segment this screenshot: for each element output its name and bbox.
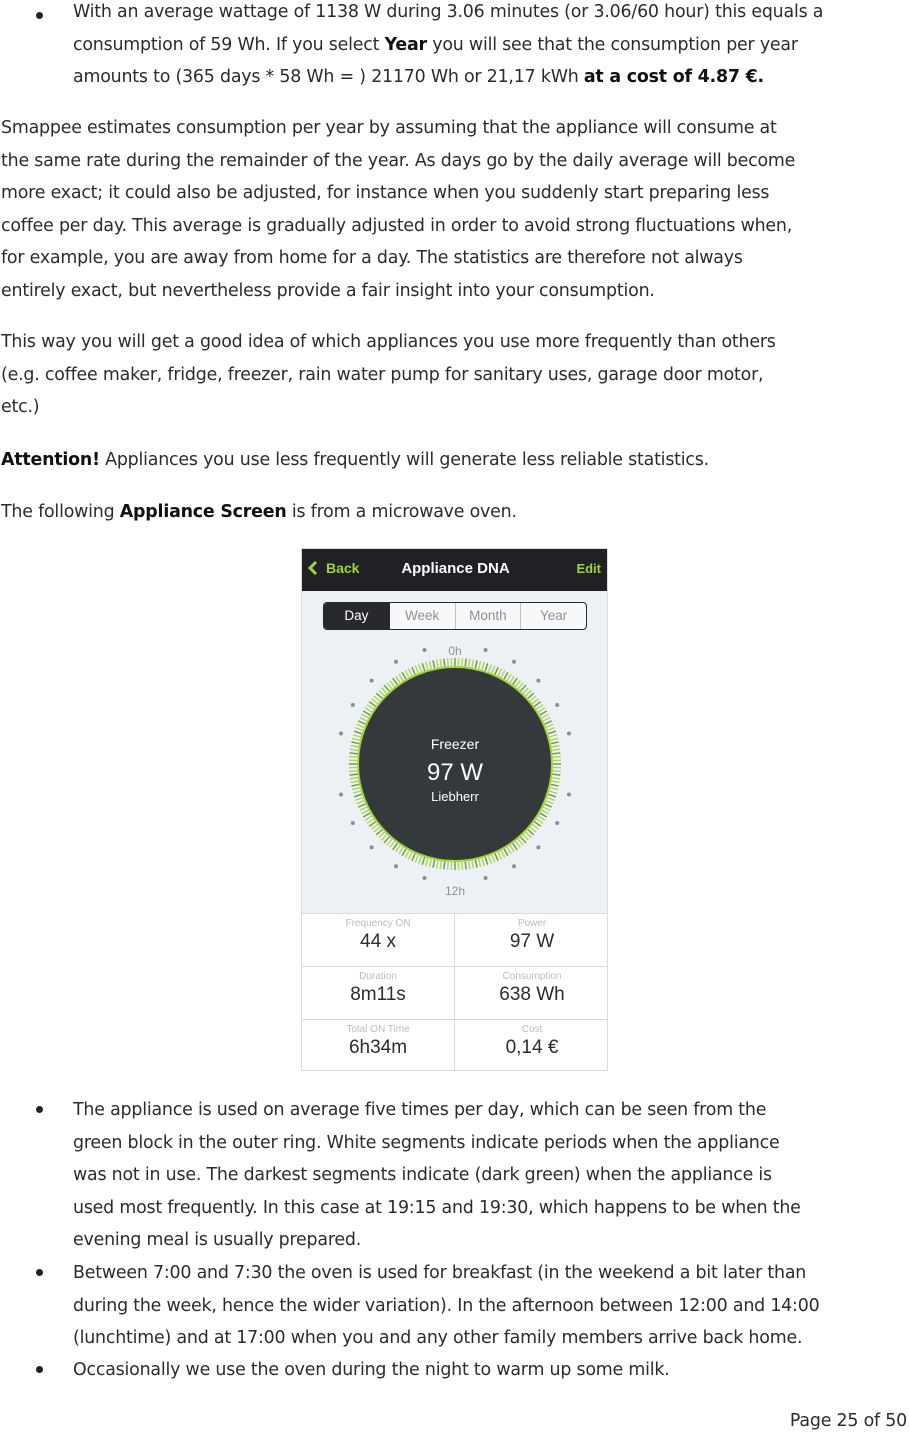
usage-tick bbox=[482, 662, 484, 670]
usage-tick bbox=[399, 674, 403, 681]
intro-bullet bbox=[0, 0, 909, 98]
usage-tick bbox=[479, 661, 481, 669]
text-line: Smappee estimates consumption per year by assuming that the appliance will consume at bbox=[1, 118, 777, 138]
usage-tick bbox=[393, 843, 398, 850]
usage-tick bbox=[349, 771, 357, 772]
usage-tick bbox=[379, 832, 385, 838]
usage-tick bbox=[547, 798, 555, 801]
text-span: consumption of 59 Wh. If you select bbox=[73, 34, 385, 55]
nav-bar bbox=[302, 549, 608, 591]
stat-value: 0,14 € bbox=[505, 1037, 559, 1058]
text-line bbox=[73, 61, 907, 94]
usage-tick bbox=[448, 658, 449, 666]
usage-tick bbox=[521, 837, 526, 843]
usage-tick bbox=[437, 660, 438, 668]
usage-tick bbox=[374, 696, 380, 701]
usage-tick bbox=[422, 857, 425, 865]
usage-tick bbox=[350, 774, 358, 775]
usage-tick bbox=[513, 678, 518, 685]
usage-tick bbox=[515, 841, 520, 847]
usage-tick bbox=[536, 819, 543, 824]
stats-grid bbox=[302, 913, 608, 1071]
usage-tick bbox=[510, 845, 515, 852]
stat-value: 44 x bbox=[360, 931, 396, 952]
usage-tick bbox=[492, 666, 495, 673]
usage-tick bbox=[349, 757, 357, 758]
dial-bottom-label: 12h bbox=[444, 884, 466, 898]
usage-tick bbox=[355, 798, 363, 801]
usage-tick bbox=[510, 676, 515, 683]
text-line: green block in the outer ring. White segments indicate periods when the appliance bbox=[73, 1132, 780, 1153]
text-line: Occasionally we use the oven during the night to warm up some milk. bbox=[73, 1360, 670, 1380]
bullet-text bbox=[73, 1257, 907, 1355]
usage-tick bbox=[479, 859, 481, 867]
usage-tick bbox=[528, 830, 534, 835]
usage-tick bbox=[433, 860, 435, 868]
cost-highlight: at a cost of 4.87 €. bbox=[583, 67, 764, 87]
usage-tick bbox=[551, 742, 559, 744]
usage-tick bbox=[363, 711, 370, 715]
hour-dot bbox=[339, 732, 343, 736]
stat-label: Total ON Time bbox=[346, 1024, 410, 1035]
hour-dot bbox=[484, 876, 488, 880]
usage-tick bbox=[365, 816, 372, 820]
usage-tick bbox=[384, 837, 389, 843]
usage-tick bbox=[507, 674, 511, 681]
usage-tick bbox=[526, 832, 532, 838]
hour-dot bbox=[339, 793, 343, 797]
usage-tick bbox=[545, 721, 552, 724]
stat-duration bbox=[302, 967, 455, 1020]
usage-tick bbox=[354, 731, 362, 734]
hour-dot bbox=[370, 845, 374, 849]
usage-tick bbox=[518, 839, 523, 845]
page-number: Page 25 of 50 bbox=[789, 1411, 907, 1431]
usage-tick bbox=[501, 670, 505, 677]
usage-tick bbox=[550, 788, 558, 790]
usage-tick bbox=[543, 718, 550, 722]
usage-tick bbox=[549, 735, 557, 737]
usage-tick bbox=[448, 862, 449, 870]
usage-tick bbox=[357, 724, 364, 727]
usage-tick bbox=[523, 835, 529, 841]
usage-tick bbox=[515, 681, 520, 687]
text-line: etc.) bbox=[1, 397, 40, 417]
usage-tick bbox=[504, 672, 508, 679]
tab-year[interactable]: Year bbox=[539, 608, 568, 623]
stat-consumption bbox=[455, 967, 608, 1020]
usage-tick bbox=[415, 855, 418, 862]
period-selector bbox=[323, 602, 587, 630]
usage-tick bbox=[462, 658, 463, 666]
usage-tick bbox=[412, 667, 415, 674]
usage-tick bbox=[372, 824, 378, 829]
usage-tick bbox=[526, 690, 532, 696]
stat-power bbox=[455, 914, 608, 967]
usage-tick bbox=[552, 781, 560, 782]
text-line: Between 7:00 and 7:30 the oven is used for breakfast (in the weekend a bit later than bbox=[73, 1263, 807, 1283]
usage-tick bbox=[376, 693, 382, 698]
usage-tick bbox=[552, 746, 560, 747]
text-line: evening meal is usually prepared. bbox=[73, 1230, 362, 1250]
usage-tick bbox=[396, 676, 401, 683]
usage-tick bbox=[552, 778, 560, 779]
usage-tick bbox=[419, 664, 422, 672]
usage-tick bbox=[495, 667, 498, 674]
appliance-dna-screenshot bbox=[301, 548, 608, 1071]
back-label: Back bbox=[326, 560, 360, 576]
usage-tick bbox=[369, 702, 376, 707]
stat-value: 97 W bbox=[509, 931, 555, 952]
usage-tick bbox=[350, 778, 358, 779]
bullet-text bbox=[73, 1354, 907, 1387]
usage-tick bbox=[469, 861, 470, 869]
text-line: was not in use. The darkest segments indicate (dark green) when the appliance is bbox=[73, 1165, 772, 1185]
usage-tick bbox=[350, 753, 358, 754]
usage-tick bbox=[351, 742, 359, 744]
usage-tick bbox=[504, 849, 508, 856]
usage-tick bbox=[465, 862, 466, 870]
usage-tick bbox=[402, 672, 406, 679]
text-span: you will see that the consumption per year bbox=[426, 34, 798, 55]
usage-tick bbox=[536, 705, 543, 710]
bullet-dot bbox=[36, 1366, 43, 1373]
usage-tick bbox=[433, 660, 435, 668]
hour-dot bbox=[394, 660, 398, 664]
text-line: coffee per day. This average is gradually adjusted in order to avoid strong fluctuations when, bbox=[1, 215, 793, 236]
text-line: during the week, hence the wider variation). In the afternoon between 12:00 and 14:00 bbox=[73, 1295, 820, 1316]
appliance-brand: Liebherr bbox=[431, 789, 479, 804]
usage-tick bbox=[530, 696, 536, 701]
usage-tick bbox=[387, 683, 392, 689]
usage-tick bbox=[399, 847, 403, 854]
usage-tick bbox=[547, 728, 555, 731]
edit-button[interactable]: Edit bbox=[576, 561, 601, 576]
bullet-dot bbox=[36, 1106, 43, 1113]
usage-tick bbox=[465, 659, 466, 667]
usage-tick bbox=[552, 749, 560, 750]
text-line bbox=[73, 29, 907, 62]
usage-tick bbox=[489, 664, 492, 672]
hour-dot bbox=[351, 703, 355, 707]
usage-tick bbox=[351, 781, 359, 782]
usage-tick bbox=[548, 731, 556, 734]
screen-title: Appliance DNA bbox=[401, 560, 510, 577]
usage-tick bbox=[419, 856, 422, 864]
hour-dot bbox=[567, 793, 571, 797]
usage-tick bbox=[546, 724, 553, 727]
usage-tick bbox=[532, 824, 538, 829]
usage-tick bbox=[374, 827, 380, 832]
stat-label: Power bbox=[517, 918, 547, 929]
usage-tick bbox=[361, 714, 368, 718]
attention-text: Appliances you use less frequently will generate less reliable statistics. bbox=[99, 450, 709, 470]
following-paragraph bbox=[1, 496, 907, 529]
usage-tick bbox=[426, 662, 428, 670]
usage-tick bbox=[351, 746, 359, 747]
usage-tick bbox=[513, 843, 518, 850]
dial-top-label: 0h bbox=[448, 644, 462, 658]
usage-tick bbox=[498, 669, 502, 676]
usage-tick bbox=[393, 678, 398, 685]
usage-tick bbox=[521, 685, 526, 691]
text-span: is from a microwave oven. bbox=[286, 502, 517, 522]
usage-tick bbox=[354, 794, 362, 797]
bullet-dot bbox=[36, 1269, 43, 1276]
tab-week[interactable]: Week bbox=[390, 603, 456, 629]
attention-label: Attention! bbox=[1, 450, 100, 470]
usage-tick bbox=[534, 702, 541, 707]
stat-value: 8m11s bbox=[350, 984, 406, 1005]
hour-dot bbox=[370, 679, 374, 683]
usage-tick bbox=[553, 774, 561, 775]
stat-total-on-time bbox=[302, 1020, 455, 1071]
usage-tick bbox=[472, 861, 473, 869]
usage-tick bbox=[540, 711, 547, 715]
usage-tick bbox=[369, 822, 376, 827]
hour-dot bbox=[484, 648, 488, 652]
text-line: for example, you are away from home for a day. The statistics are therefore not always bbox=[1, 248, 743, 268]
text-line: used most frequently. In this case at 19:15 and 19:30, which happens to be when the bbox=[73, 1197, 801, 1218]
usage-tick bbox=[381, 688, 387, 694]
usage-tick bbox=[475, 660, 477, 668]
usage-tick bbox=[351, 784, 359, 786]
usage-tick bbox=[549, 791, 557, 793]
usage-tick bbox=[372, 699, 378, 704]
text-line: (e.g. coffee maker, fridge, freezer, rain water pump for sanitary uses, garage door motor, bbox=[1, 364, 764, 385]
usage-tick bbox=[553, 757, 561, 758]
intro-bullet-text bbox=[73, 0, 907, 94]
usage-tick bbox=[405, 851, 409, 858]
usage-tick bbox=[489, 856, 492, 864]
usage-tick bbox=[379, 690, 385, 696]
usage-tick bbox=[358, 721, 365, 724]
text-span: The following bbox=[1, 502, 120, 522]
paragraph-appliances bbox=[1, 326, 907, 424]
usage-tick bbox=[553, 771, 561, 772]
hour-dot bbox=[555, 703, 559, 707]
text-line: the same rate during the remainder of the year. As days go by the daily average will become bbox=[1, 150, 796, 171]
bullet-dot bbox=[36, 12, 43, 19]
usage-tick bbox=[518, 683, 523, 689]
usage-tick bbox=[381, 835, 387, 841]
usage-tick bbox=[360, 718, 367, 722]
tab-month[interactable]: Month bbox=[456, 603, 522, 629]
usage-tick bbox=[444, 862, 445, 870]
stat-cost bbox=[455, 1020, 608, 1071]
hour-dot bbox=[536, 679, 540, 683]
attention-paragraph bbox=[1, 444, 907, 477]
usage-tick bbox=[532, 699, 538, 704]
usage-tick bbox=[429, 661, 431, 669]
usage-tick bbox=[358, 804, 365, 807]
hour-dot bbox=[351, 821, 355, 825]
usage-tick bbox=[534, 822, 541, 827]
usage-tick bbox=[440, 861, 441, 869]
text-line: The appliance is used on average five times per day, which can be seen from the bbox=[73, 1100, 767, 1120]
text-line: more exact; it could also be adjusted, for instance when you suddenly start preparing less bbox=[1, 183, 770, 203]
usage-tick bbox=[352, 738, 360, 740]
usage-tick bbox=[538, 816, 545, 820]
usage-tick bbox=[545, 804, 552, 807]
stat-label: Frequency ON bbox=[345, 918, 411, 929]
usage-tick bbox=[390, 841, 395, 847]
stat-label: Duration bbox=[359, 971, 397, 982]
usage-tick bbox=[495, 854, 498, 861]
usage-tick bbox=[415, 666, 418, 673]
usage-tick bbox=[409, 669, 413, 676]
appliance-screen-keyword: Appliance Screen bbox=[119, 502, 287, 522]
usage-tick bbox=[360, 807, 367, 811]
text-line: entirely exact, but nevertheless provide a fair insight into your consumption. bbox=[1, 280, 655, 301]
hour-dot bbox=[512, 864, 516, 868]
usage-tick bbox=[367, 705, 374, 710]
usage-tick bbox=[426, 858, 428, 866]
usage-tick bbox=[357, 801, 364, 804]
tab-day[interactable]: Day bbox=[324, 603, 390, 629]
usage-tick bbox=[528, 693, 534, 698]
usage-tick bbox=[412, 854, 415, 861]
usage-tick bbox=[543, 807, 550, 811]
usage-tick bbox=[437, 861, 438, 869]
hour-dot bbox=[536, 845, 540, 849]
usage-tick bbox=[352, 788, 360, 790]
usage-tick bbox=[507, 847, 511, 854]
usage-tick bbox=[538, 708, 545, 712]
bullet-usage-ring bbox=[0, 1094, 909, 1258]
usage-tick bbox=[422, 663, 425, 671]
usage-tick bbox=[501, 851, 505, 858]
appliance-power: 97 W bbox=[426, 759, 484, 786]
usage-tick bbox=[350, 749, 358, 750]
usage-tick bbox=[551, 784, 559, 786]
hour-dot bbox=[512, 660, 516, 664]
text-line: With an average wattage of 1138 W during 3.06 minutes (or 3.06/60 hour) this equals a bbox=[73, 2, 824, 22]
usage-tick bbox=[548, 794, 556, 797]
usage-tick bbox=[405, 670, 409, 677]
usage-tick bbox=[409, 852, 413, 859]
hour-dot bbox=[423, 648, 427, 652]
usage-tick bbox=[384, 685, 389, 691]
usage-tick bbox=[367, 819, 374, 824]
appliance-name: Freezer bbox=[430, 736, 480, 752]
usage-tick bbox=[498, 852, 502, 859]
stat-frequency bbox=[302, 914, 455, 967]
usage-tick bbox=[353, 735, 361, 737]
bullet-breakfast bbox=[0, 1257, 909, 1355]
usage-tick bbox=[365, 708, 372, 712]
hour-dot bbox=[394, 864, 398, 868]
hour-dot bbox=[423, 876, 427, 880]
hour-dot bbox=[567, 732, 571, 736]
stat-value: 6h34m bbox=[348, 1037, 408, 1058]
usage-tick bbox=[429, 859, 431, 867]
text-span: amounts to (365 days * 58 Wh = ) 21170 Wh or 21,17 kWh bbox=[73, 67, 584, 87]
text-line: (lunchtime) and at 17:00 when you and any other family members arrive back home. bbox=[73, 1328, 803, 1348]
paragraph-estimates bbox=[1, 112, 907, 307]
hour-dot bbox=[555, 821, 559, 825]
usage-tick bbox=[553, 753, 561, 754]
usage-tick bbox=[475, 860, 477, 868]
usage-tick bbox=[540, 813, 547, 817]
usage-tick bbox=[492, 855, 495, 862]
stat-value: 638 Wh bbox=[499, 984, 565, 1005]
stat-label: Consumption bbox=[502, 971, 562, 982]
usage-tick bbox=[376, 830, 382, 835]
usage-tick bbox=[387, 839, 392, 845]
usage-tick bbox=[390, 681, 395, 687]
year-keyword: Year bbox=[384, 34, 427, 55]
stat-label: Cost bbox=[521, 1024, 543, 1035]
usage-tick bbox=[485, 857, 488, 865]
text-line: This way you will get a good idea of which appliances you use more frequently than others bbox=[1, 332, 776, 352]
usage-tick bbox=[444, 659, 445, 667]
usage-tick bbox=[440, 659, 441, 667]
usage-tick bbox=[361, 810, 368, 814]
usage-tick bbox=[530, 827, 536, 832]
usage-tick bbox=[546, 801, 553, 804]
usage-tick bbox=[402, 849, 406, 856]
bullet-night bbox=[0, 1354, 909, 1388]
usage-tick bbox=[485, 663, 488, 671]
usage-tick bbox=[482, 858, 484, 866]
usage-tick bbox=[550, 738, 558, 740]
usage-tick bbox=[472, 660, 473, 668]
usage-tick bbox=[542, 714, 549, 718]
usage-tick bbox=[462, 862, 463, 870]
usage-tick bbox=[353, 791, 361, 793]
usage-tick bbox=[396, 845, 401, 852]
usage-tick bbox=[542, 810, 549, 814]
usage-tick bbox=[469, 659, 470, 667]
usage-tick bbox=[523, 688, 529, 694]
usage-tick bbox=[355, 728, 363, 731]
bullet-text bbox=[73, 1094, 907, 1257]
usage-tick bbox=[363, 813, 370, 817]
